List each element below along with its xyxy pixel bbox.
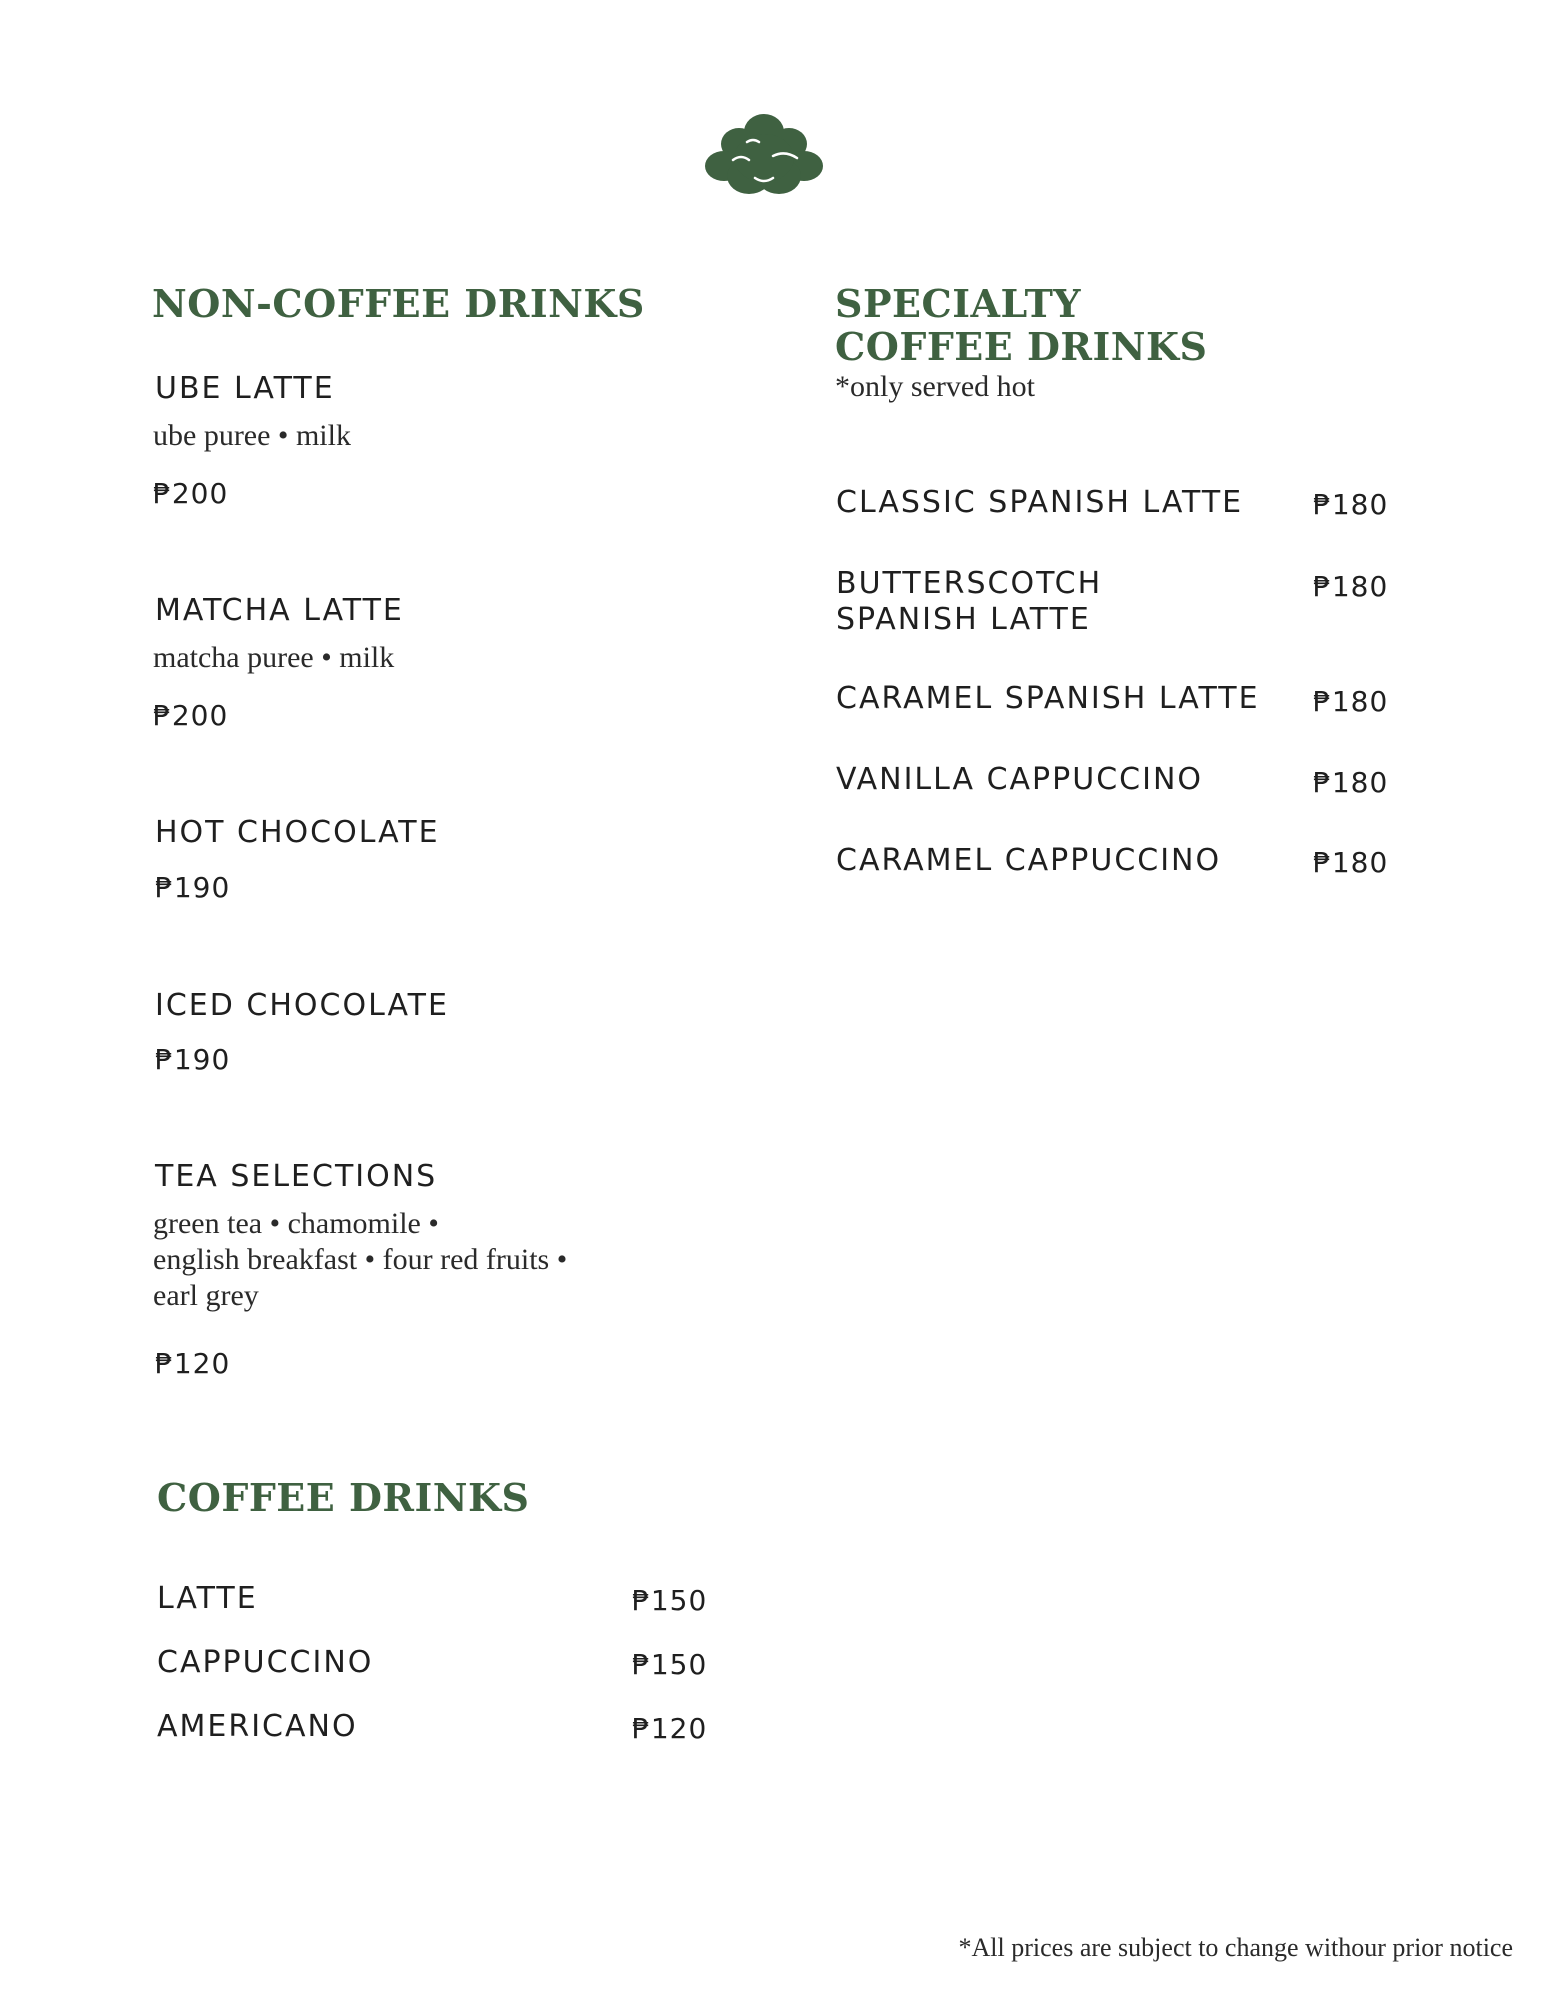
item-name-butterscotch-line-1: BUTTERSCOTCH: [836, 566, 1103, 601]
footer-price-notice: *All prices are subject to change withour prior notice: [958, 1933, 1513, 1962]
item-name-cappuccino: CAPPUCCINO: [157, 1645, 374, 1680]
item-price-iced-chocolate: ₱190: [155, 1043, 231, 1076]
item-desc-tea-line-2: english breakfast • four red fruits •: [153, 1243, 568, 1276]
item-name-latte: LATTE: [157, 1581, 258, 1616]
item-desc-matcha-latte: matcha puree • milk: [153, 641, 395, 674]
item-name-vanilla-cappuccino: VANILLA CAPPUCCINO: [836, 762, 1203, 797]
section-title-non-coffee: NON-COFFEE DRINKS: [152, 281, 645, 326]
item-desc-tea-line-1: green tea • chamomile •: [153, 1207, 439, 1240]
item-price-latte: ₱150: [632, 1584, 708, 1617]
item-price-hot-chocolate: ₱190: [155, 871, 231, 904]
item-price-vanilla-cappuccino: ₱180: [1313, 766, 1389, 799]
section-title-specialty-line-1: SPECIALTY: [835, 281, 1082, 326]
item-desc-ube-latte: ube puree • milk: [153, 419, 351, 452]
item-price-classic-spanish-latte: ₱180: [1313, 488, 1389, 521]
section-title-coffee: COFFEE DRINKS: [157, 1475, 530, 1520]
item-name-butterscotch-line-2: SPANISH LATTE: [836, 602, 1091, 637]
item-name-matcha-latte: MATCHA LATTE: [155, 593, 404, 628]
item-desc-tea-line-3: earl grey: [153, 1279, 259, 1312]
specialty-served-hot-note: *only served hot: [835, 370, 1035, 403]
item-price-butterscotch-spanish-latte: ₱180: [1313, 570, 1389, 603]
leaf-cluster-icon: [703, 108, 825, 200]
item-price-cappuccino: ₱150: [632, 1648, 708, 1681]
item-price-tea-selections: ₱120: [155, 1347, 231, 1380]
item-price-caramel-cappuccino: ₱180: [1313, 846, 1389, 879]
item-name-caramel-cappuccino: CARAMEL CAPPUCCINO: [836, 843, 1222, 878]
section-title-specialty-line-2: COFFEE DRINKS: [835, 324, 1208, 369]
item-price-americano: ₱120: [632, 1712, 708, 1745]
item-name-caramel-spanish-latte: CARAMEL SPANISH LATTE: [836, 681, 1260, 716]
item-price-matcha-latte: ₱200: [153, 699, 229, 732]
item-price-caramel-spanish-latte: ₱180: [1313, 685, 1389, 718]
item-name-classic-spanish-latte: CLASSIC SPANISH LATTE: [836, 485, 1244, 520]
item-price-ube-latte: ₱200: [153, 477, 229, 510]
item-name-americano: AMERICANO: [157, 1709, 358, 1744]
item-name-iced-chocolate: ICED CHOCOLATE: [155, 988, 449, 1023]
item-name-ube-latte: UBE LATTE: [155, 371, 335, 406]
item-name-tea-selections: TEA SELECTIONS: [155, 1159, 438, 1194]
item-name-hot-chocolate: HOT CHOCOLATE: [155, 815, 440, 850]
